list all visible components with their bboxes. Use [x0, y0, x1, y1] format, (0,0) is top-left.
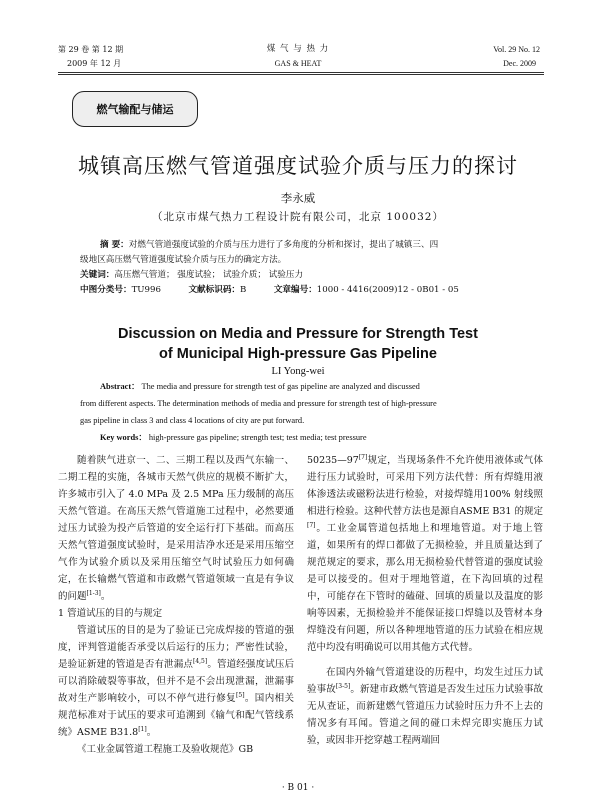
article-number-value: 1000 - 4416(2009)12 - 0B01 - 05 [316, 285, 459, 295]
header-rule-2 [58, 74, 544, 75]
article-number-label: 文章编号： [273, 285, 317, 295]
abstract-en-line1 [80, 378, 526, 395]
doc-code-label: 文献标识码： [188, 285, 241, 295]
header-journal-en: GAS & HEAT [274, 59, 322, 68]
article-title-en [0, 324, 596, 364]
paragraph-purpose: 管道试压的目的是为了验证已完成焊接的管道的强度，评判管道能否承受以后运行的压力；严密性试验，是验证新建的管道是否有泄漏点[4,5]。管道经强度试压后可以消除破裂等事故，但并不是不会出现泄漏，泄漏事故对生产影响较小，可以不停气进行修复[5]。国内相关规范标准对于试压的要求可追溯到《输气和配气管线系统》ASME B31.8[1]。 [58, 625, 294, 738]
clc-value: TU996 [131, 285, 161, 295]
paragraph-gb-standard: 《工业金属管道工程施工及验收规范》GB [77, 744, 254, 755]
keywords-cn-label: 关键词： [80, 270, 115, 280]
article-title-cn: 城镇高压燃气管道强度试验介质与压力的探讨 [78, 154, 518, 178]
citation-ref: [1-3] [86, 589, 101, 597]
author-en: LI Yong-wei [271, 366, 325, 377]
citation-ref: [4,5] [192, 657, 208, 665]
header-date-en: Dec. 2009 [503, 59, 536, 68]
abstract-en-text1: The media and pressure for strength test of gas pipeline are analyzed and discussed [141, 382, 420, 391]
paragraph-accidents: 在国内外输气管道建设的历程中，均发生过压力试验事故[3-5]。新建市政燃气管道是否发生过压力试验事故无从查证，而新建燃气管道压力试验时压力升不上去的情况多有耳闻。管道之间的碰口未焊完即实施压力试验，或因非开挖穿越工程两端回 [307, 667, 543, 746]
keywords-en-text: high-pressure gas pipeline; strength test; test media; test pressure [148, 433, 367, 442]
header-rule [58, 72, 544, 73]
author-cn: 李永威 [280, 191, 316, 205]
affiliation-cn: （北京市煤气热力工程设计院有限公司，北京 100032） [152, 211, 444, 223]
abstract-cn-text1: 对燃气管道强度试验的介质与压力进行了多角度的分析和探讨，提出了城镇三、四 [128, 240, 439, 250]
article-title-en-line2: of Municipal High-pressure Gas Pipeline [159, 346, 437, 362]
header-journal-cn: 煤 气 与 热 力 [266, 44, 330, 54]
body-left-column [58, 452, 294, 758]
article-title-en-line1: Discussion on Media and Pressure for Strength Test [118, 326, 478, 342]
keywords-cn [80, 268, 520, 283]
citation-ref: [1] [138, 725, 147, 733]
body-right-column [307, 452, 543, 749]
keywords-cn-text: 高压燃气管道； 强度试验； 试验介质； 试验压力 [114, 270, 304, 280]
keywords-en [80, 429, 526, 446]
clc-label: 中图分类号： [80, 285, 132, 295]
keywords-en-label: Key words： [100, 433, 147, 442]
classification-line [80, 283, 520, 298]
abstract-cn-line2: 级地区高压燃气管道强度试验介质与压力的确定方法。 [80, 255, 287, 265]
section-heading-1: 1 管道试压的目的与规定 [58, 608, 163, 619]
header-date-cn: 2009 年 12 月 [67, 59, 122, 68]
paragraph-intro: 随着陕气进京一、二、三期工程以及西气东输一、二期工程的实施，各城市天然气供应的规模不断扩大，许多城市引入了 4.0 MPa 及 2.5 MPa 压力级制的高压天然气管道。在高压天然气管道施工过程中，必然要通过压力试验为投产后管道的安全运行打下基础。而高压天然气管道强度试验时，是采用洁净水还是采用压缩空气作为试验介质以及采用压缩空气时试验压力如何确定，在长输燃气管道和市政燃气管道领域一直是有争议的问题[1-3]。 [58, 455, 294, 602]
page-number: · B 01 · [281, 783, 315, 793]
header-volume-cn: 第 29 卷 第 12 期 [58, 45, 124, 54]
section-badge-label: 燃气输配与储运 [96, 103, 174, 116]
abstract-en-label: Abstract： [100, 382, 140, 391]
abstract-en-text3: gas pipeline in class 3 and class 4 locations of city are put forward. [80, 416, 305, 425]
citation-ref: [5] [236, 691, 245, 699]
citation-ref: [7] [358, 453, 368, 461]
doc-code-value: B [240, 285, 247, 295]
abstract-en [80, 378, 526, 446]
header-volume-en: Vol. 29 No. 12 [493, 45, 540, 54]
abstract-en-text2: from different aspects. The determination methods of media and pressure for strength test of high-pressure [80, 399, 437, 408]
abstract-cn-label: 摘 要： [100, 240, 129, 250]
citation-ref: [7] [307, 521, 316, 529]
citation-ref: [3-5] [335, 682, 351, 690]
paragraph-alternative-methods: 50235—97[7]规定，当现场条件不允许使用液体或气体进行压力试验时，可采用下列方法代替：所有焊缝用液体渗透法或磁粉法进行检验，对接焊缝用100% 射线照相进行检验。这种代替方法也是源自ASME B31 的规定[7]。工业金属管道包括地上和埋地管道。对于地上管道，如果所有的焊口都做了无损检验，并且质量达到了规范规定的要求，那么用无损检验代替管道的强度试验是可以接受的。但对于埋地管道，在下沟回填的过程中，可能存在下管时的磕碰、回填的质量以及温度的影响等因素，无损检验并不能保证接口焊缝以及管材本身焊缝没有问题，所以各种埋地管道的压力试验在相应规范中均没有明确说可以用其他方式代替。 [307, 453, 543, 653]
section-badge [72, 91, 198, 127]
abstract-cn [80, 238, 520, 298]
abstract-cn-line1 [80, 238, 520, 253]
